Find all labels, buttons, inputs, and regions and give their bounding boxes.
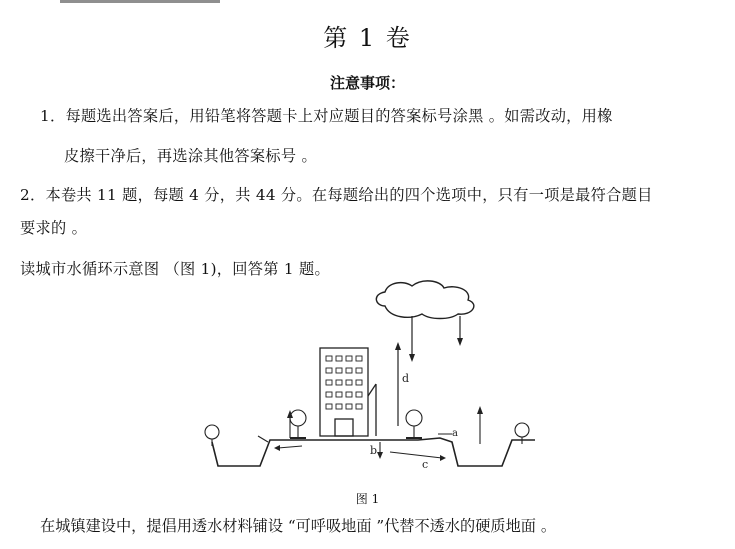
instruction-2-line-1: 2．本卷共 11 题，每题 4 分，共 44 分。在每题给出的四个选项中，只有一项是最符合题目 — [20, 186, 653, 204]
cropped-text-strokes — [60, 0, 230, 5]
arrowhead — [377, 452, 383, 459]
notice-heading: 注意事项： — [329, 74, 405, 92]
figure-caption: 图 1 — [355, 492, 380, 506]
arrowhead — [457, 338, 463, 346]
runoff-arrow-left — [278, 446, 302, 448]
question-intro: 读城市水循环示意图 （图 1)，回答第 1 题。 — [20, 260, 330, 278]
arrowhead — [440, 455, 446, 461]
urban-water-cycle-figure — [190, 276, 570, 476]
instruction-1-line-2: 皮擦干净后，再选涂其他答案标号 。 — [64, 147, 317, 165]
tree-left — [205, 425, 219, 446]
tree-right — [515, 423, 529, 444]
tree-center-left — [290, 410, 306, 438]
building — [320, 348, 376, 436]
label-d: d — [402, 372, 410, 385]
label-b: b — [370, 444, 378, 457]
runoff-arrow-slope — [258, 436, 268, 442]
page-title: 第 1 卷 — [323, 24, 412, 52]
arrowhead — [477, 406, 483, 414]
groundwater-arrow-c — [390, 452, 442, 458]
arrowhead — [409, 354, 415, 362]
tree-center-right — [406, 410, 422, 438]
arrowhead — [395, 342, 401, 350]
instruction-1-line-1: 1．每题选出答案后，用铅笔将答题卡上对应题目的答案标号涂黑 。如需改动，用橡 — [40, 107, 613, 125]
arrowhead — [274, 445, 280, 451]
instruction-2-line-2: 要求的 。 — [20, 219, 88, 237]
label-c: c — [422, 458, 429, 471]
label-a: a — [452, 428, 458, 439]
water-cycle-diagram — [190, 276, 570, 476]
cloud-shape — [376, 281, 474, 319]
cropped-header-fragment — [60, 0, 230, 2]
closing-sentence: 在城镇建设中，提倡用透水材料铺设 “可呼吸地面 ”代替不透水的硬质地面 。 — [40, 517, 557, 535]
